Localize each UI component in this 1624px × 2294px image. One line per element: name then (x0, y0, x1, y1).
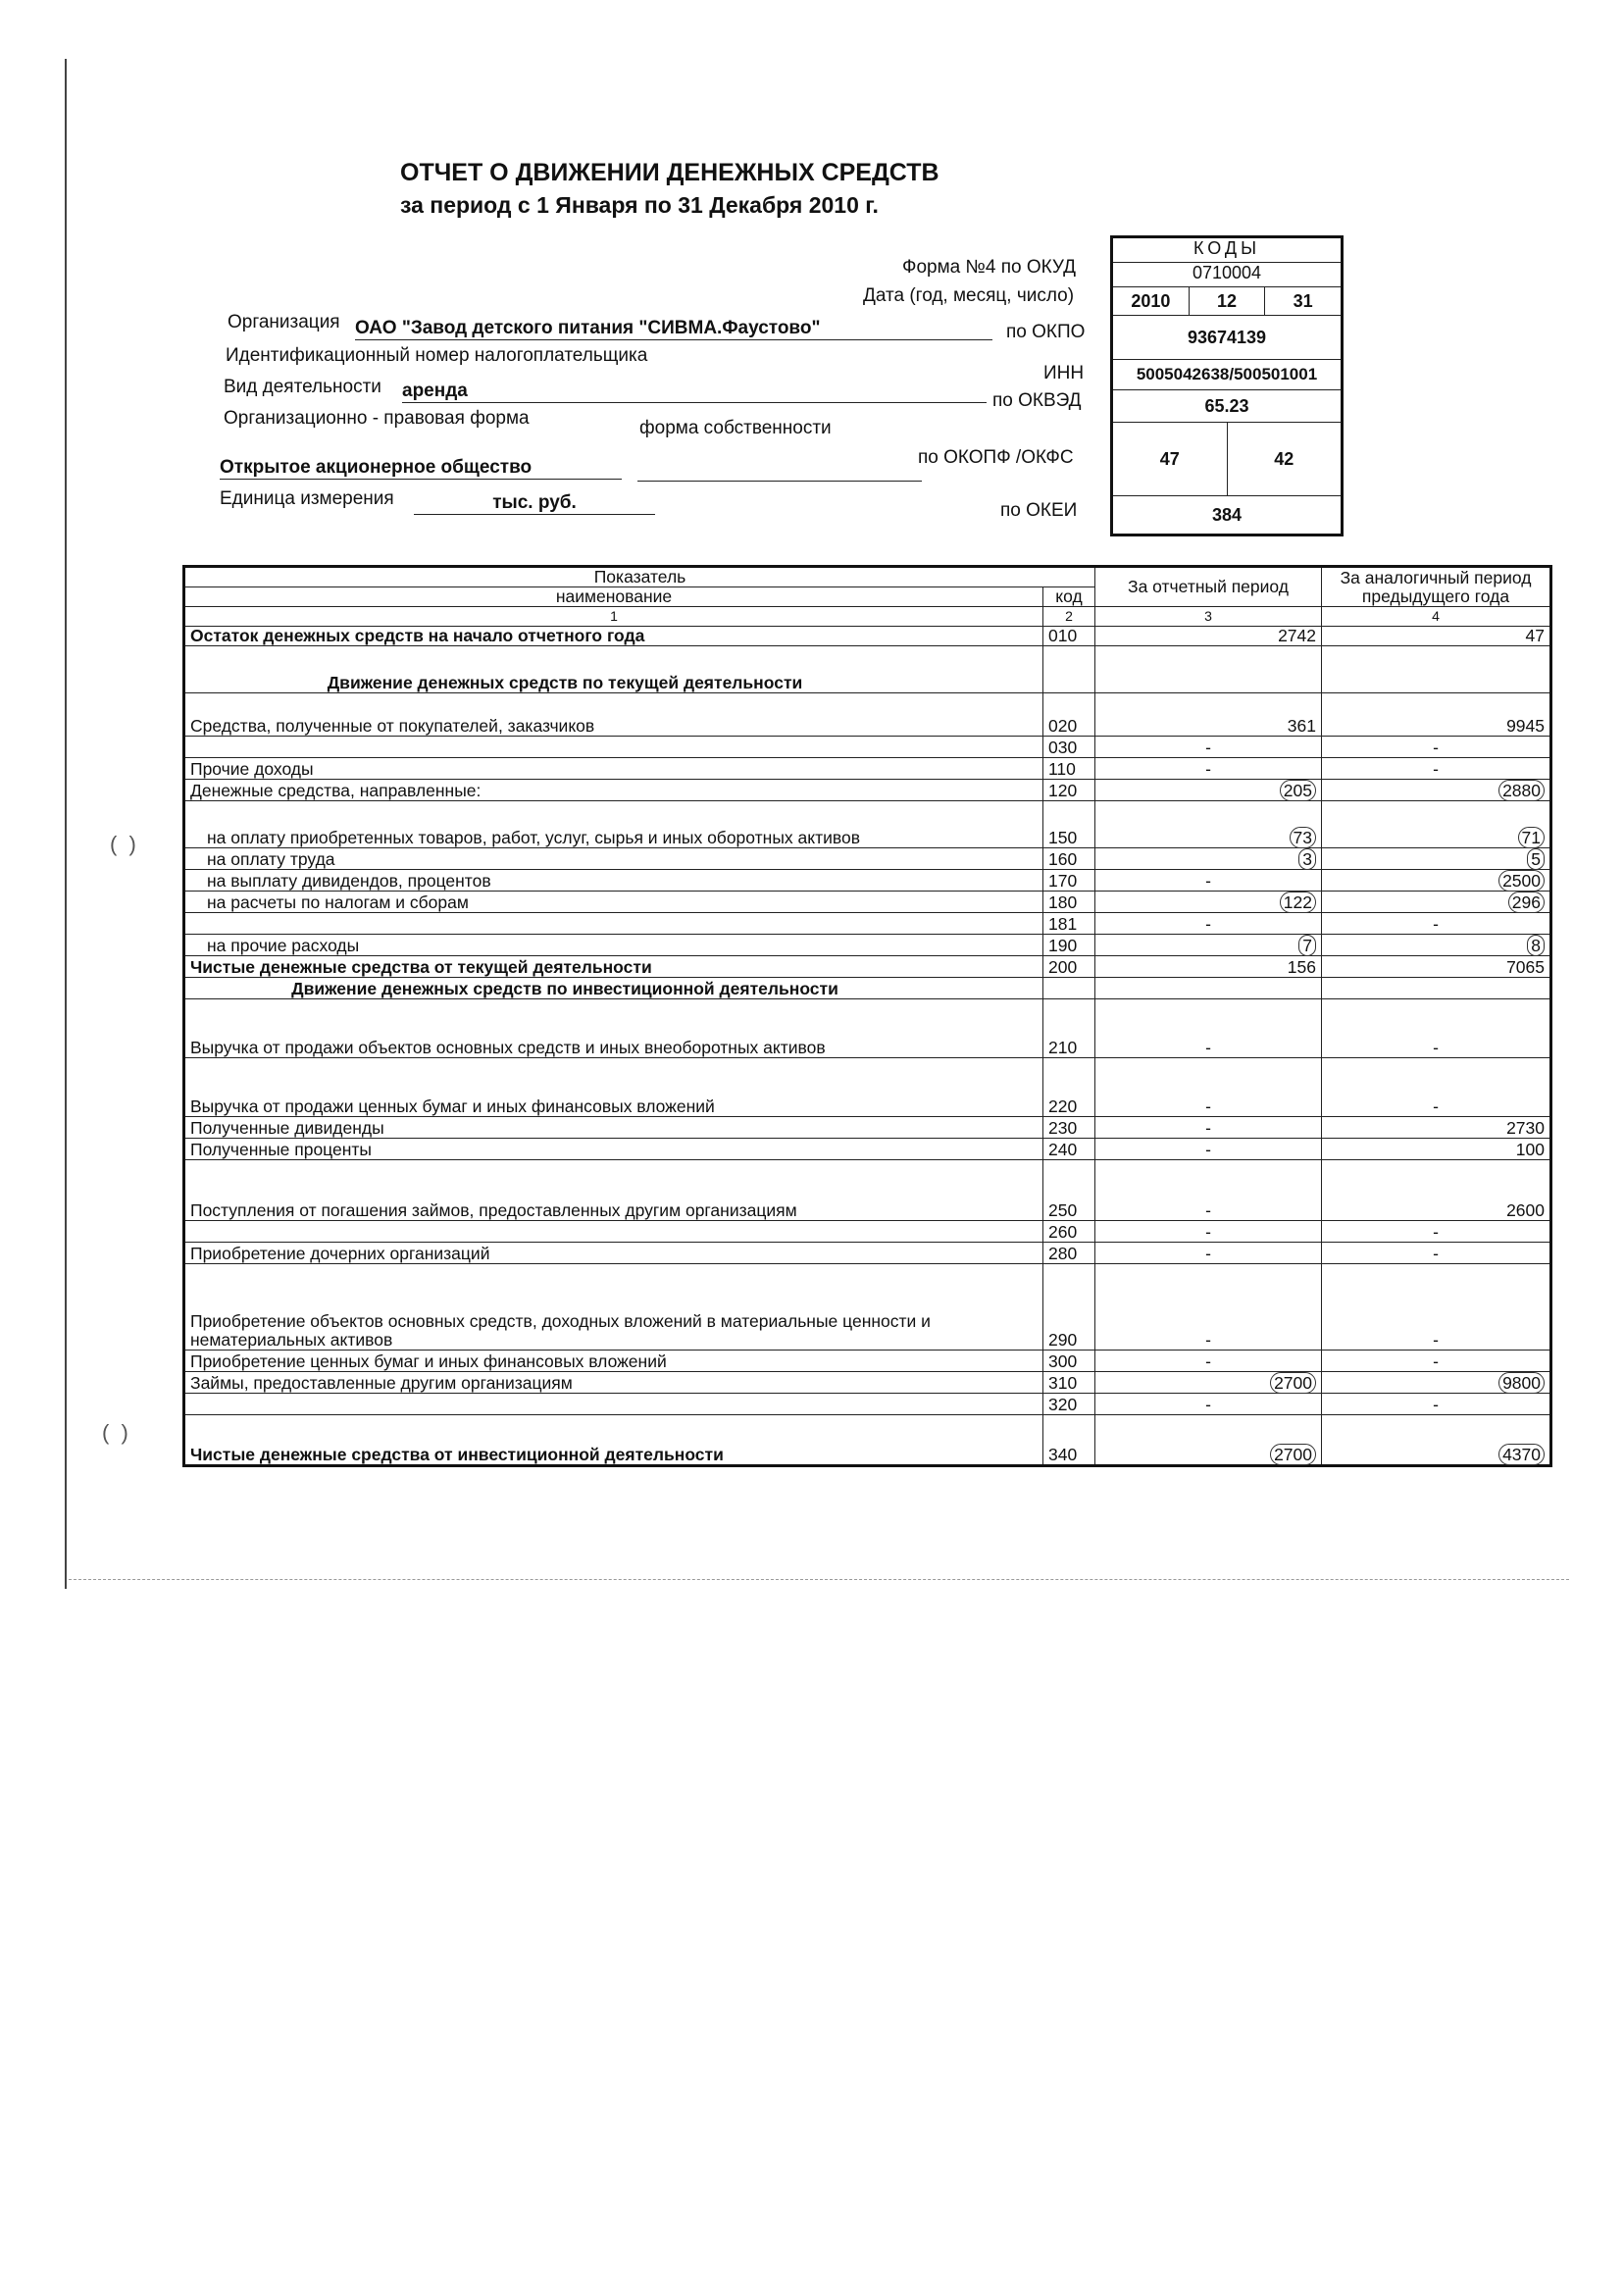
current-value-text: 73 (1290, 827, 1316, 848)
table-row (184, 1243, 1551, 1264)
row-name: Движение денежных средств по текущей деятельности (184, 646, 1043, 693)
legal-form-label: Организационно - правовая форма (224, 408, 530, 429)
punch-hole-bottom: ( ) (102, 1420, 128, 1445)
previous-value-text: - (1433, 759, 1439, 779)
previous-value-text: - (1433, 738, 1439, 757)
previous-value-text: 9800 (1498, 1372, 1545, 1394)
row-current-value (1095, 848, 1322, 870)
current-value-text: - (1205, 914, 1211, 934)
table-row (184, 646, 1551, 693)
row-name: Полученные дивиденды (184, 1117, 1043, 1139)
row-code: 110 (1043, 758, 1095, 780)
current-value-text: - (1205, 871, 1211, 891)
row-current-value (1095, 1139, 1322, 1160)
row-code: 320 (1043, 1394, 1095, 1415)
current-value-text: - (1205, 1395, 1211, 1414)
row-current-value (1095, 1394, 1322, 1415)
row-code: 260 (1043, 1221, 1095, 1243)
title-line-2: за период с 1 Января по 31 Декабря 2010 г. (400, 192, 879, 218)
current-value-text: - (1205, 759, 1211, 779)
okud-code: 0710004 (1113, 263, 1341, 287)
previous-value-text: 7065 (1506, 957, 1545, 977)
col-num-4: 4 (1322, 607, 1551, 627)
previous-value-text: 8 (1527, 935, 1545, 956)
previous-value-text: 4370 (1498, 1444, 1545, 1465)
row-name: Чистые денежные средства от текущей деятельности (184, 956, 1043, 978)
date-year: 2010 (1131, 291, 1171, 311)
current-value-text: - (1205, 1351, 1211, 1371)
table-row (184, 1058, 1551, 1117)
previous-value-text: 2600 (1506, 1200, 1545, 1220)
row-current-value (1095, 1117, 1322, 1139)
previous-value-text: 71 (1518, 827, 1545, 848)
okfs-code: 42 (1227, 423, 1342, 495)
row-code: 310 (1043, 1372, 1095, 1394)
table-row (184, 1221, 1551, 1243)
header-current-period: За отчетный период (1095, 567, 1322, 607)
table-row (184, 1394, 1551, 1415)
col-num-2: 2 (1043, 607, 1095, 627)
table-row (184, 1160, 1551, 1221)
row-previous-value (1322, 1117, 1551, 1139)
row-code: 160 (1043, 848, 1095, 870)
row-name: Средства, полученные от покупателей, заказчиков (184, 693, 1043, 737)
header-indicator: Показатель (184, 567, 1095, 587)
left-margin-line (65, 59, 67, 1589)
okopf-code: 47 (1159, 449, 1180, 469)
current-value-text: - (1205, 1118, 1211, 1138)
table-row (184, 737, 1551, 758)
previous-value-text: - (1433, 1222, 1439, 1242)
okopf-label: по ОКОПФ /ОКФС (918, 447, 1074, 468)
row-previous-value (1322, 870, 1551, 892)
previous-value-text: 47 (1525, 626, 1545, 645)
row-code (1043, 978, 1095, 999)
row-previous-value (1322, 1243, 1551, 1264)
cash-flow-table (182, 565, 1552, 1467)
previous-value-text: 5 (1527, 848, 1545, 870)
table-row (184, 693, 1551, 737)
row-previous-value (1322, 1264, 1551, 1351)
row-code: 030 (1043, 737, 1095, 758)
previous-value-text: - (1433, 1395, 1439, 1414)
okved-code: 65.23 (1113, 390, 1341, 423)
row-code: 190 (1043, 935, 1095, 956)
row-current-value (1095, 913, 1322, 935)
table-row (184, 1372, 1551, 1394)
okpo-label: по ОКПО (1006, 322, 1086, 342)
row-previous-value (1322, 780, 1551, 801)
table-row (184, 913, 1551, 935)
row-name: на прочие расходы (184, 935, 1043, 956)
current-value-text: 2700 (1270, 1444, 1316, 1465)
ownership-value-line (637, 481, 922, 482)
table-row (184, 780, 1551, 801)
row-name: на расчеты по налогам и сборам (184, 892, 1043, 913)
table-row (184, 627, 1551, 646)
row-current-value (1095, 999, 1322, 1058)
previous-value-text: 2730 (1506, 1118, 1545, 1138)
table-row (184, 870, 1551, 892)
row-previous-value (1322, 646, 1551, 693)
okved-label: по ОКВЭД (992, 390, 1082, 411)
row-current-value (1095, 978, 1322, 999)
inn-code: 5005042638/500501001 (1113, 360, 1341, 390)
row-previous-value (1322, 1394, 1551, 1415)
codes-header: КОДЫ (1113, 238, 1341, 263)
current-value-text: 7 (1298, 935, 1316, 956)
row-previous-value (1322, 935, 1551, 956)
previous-value-text: - (1433, 914, 1439, 934)
row-name: Движение денежных средств по инвестиционной деятельности (184, 978, 1043, 999)
row-previous-value (1322, 1415, 1551, 1466)
row-previous-value (1322, 913, 1551, 935)
row-name: на выплату дивидендов, процентов (184, 870, 1043, 892)
row-name: Приобретение ценных бумаг и иных финансовых вложений (184, 1351, 1043, 1372)
inn-code-label: ИНН (1043, 363, 1085, 383)
unit-label: Единица измерения (220, 488, 394, 509)
row-previous-value (1322, 627, 1551, 646)
row-current-value (1095, 1221, 1322, 1243)
previous-value-text: - (1433, 1038, 1439, 1057)
table-row (184, 978, 1551, 999)
okpo-code: 93674139 (1113, 316, 1341, 360)
table-row (184, 956, 1551, 978)
table-row (184, 801, 1551, 848)
row-current-value (1095, 1351, 1322, 1372)
row-code: 300 (1043, 1351, 1095, 1372)
row-previous-value (1322, 1058, 1551, 1117)
table-row (184, 999, 1551, 1058)
row-code: 240 (1043, 1139, 1095, 1160)
row-previous-value (1322, 737, 1551, 758)
row-name: Выручка от продажи объектов основных средств и иных внеоборотных активов (184, 999, 1043, 1058)
row-current-value (1095, 1160, 1322, 1221)
row-code: 230 (1043, 1117, 1095, 1139)
date-label: Дата (год, месяц, число) (863, 285, 1075, 306)
row-code: 170 (1043, 870, 1095, 892)
row-current-value (1095, 801, 1322, 848)
row-current-value (1095, 627, 1322, 646)
row-previous-value (1322, 1372, 1551, 1394)
row-current-value (1095, 956, 1322, 978)
current-value-text: 3 (1298, 848, 1316, 870)
col-num-1: 1 (184, 607, 1043, 627)
current-value-text: 2742 (1278, 626, 1316, 645)
row-code: 290 (1043, 1264, 1095, 1351)
row-code (1043, 646, 1095, 693)
table-row (184, 1351, 1551, 1372)
previous-value-text: - (1433, 1351, 1439, 1371)
row-previous-value (1322, 1221, 1551, 1243)
row-name (184, 1394, 1043, 1415)
current-value-text: - (1205, 738, 1211, 757)
row-code: 340 (1043, 1415, 1095, 1466)
current-value-text: - (1205, 1038, 1211, 1057)
date-codes (1113, 287, 1341, 316)
ownership-label: форма собственности (639, 418, 832, 438)
row-previous-value (1322, 956, 1551, 978)
activity-value: аренда (402, 381, 987, 403)
row-name (184, 913, 1043, 935)
row-current-value (1095, 892, 1322, 913)
org-value: ОАО "Завод детского питания "СИВМА.Фаустово" (355, 318, 992, 340)
row-code: 020 (1043, 693, 1095, 737)
row-previous-value (1322, 978, 1551, 999)
header-code: код (1043, 587, 1095, 607)
row-previous-value (1322, 1139, 1551, 1160)
previous-value-text: 100 (1515, 1140, 1545, 1159)
row-name: Чистые денежные средства от инвестиционной деятельности (184, 1415, 1043, 1466)
row-current-value (1095, 1415, 1322, 1466)
date-day: 31 (1264, 287, 1341, 315)
row-code: 250 (1043, 1160, 1095, 1221)
row-current-value (1095, 646, 1322, 693)
row-code: 200 (1043, 956, 1095, 978)
row-name: Приобретение объектов основных средств, доходных вложений в материальные ценности и нематериальных активов (184, 1264, 1043, 1351)
row-code: 180 (1043, 892, 1095, 913)
taxpayer-id-label: Идентификационный номер налогоплательщика (226, 345, 648, 366)
row-code: 120 (1043, 780, 1095, 801)
row-current-value (1095, 780, 1322, 801)
row-code: 010 (1043, 627, 1095, 646)
col-num-3: 3 (1095, 607, 1322, 627)
row-previous-value (1322, 693, 1551, 737)
current-value-text: - (1205, 1222, 1211, 1242)
previous-value-text: 2880 (1498, 780, 1545, 801)
row-name: на оплату приобретенных товаров, работ, услуг, сырья и иных оборотных активов (184, 801, 1043, 848)
row-previous-value (1322, 999, 1551, 1058)
previous-value-text: - (1433, 1244, 1439, 1263)
table-row (184, 848, 1551, 870)
row-previous-value (1322, 1351, 1551, 1372)
okei-code: 384 (1113, 496, 1341, 536)
row-name (184, 737, 1043, 758)
current-value-text: 205 (1280, 780, 1316, 801)
row-current-value (1095, 758, 1322, 780)
current-value-text: - (1205, 1330, 1211, 1350)
row-current-value (1095, 693, 1322, 737)
header-previous-period: За аналогичный период предыдущего года (1322, 567, 1551, 607)
table-row (184, 1117, 1551, 1139)
previous-value-text: 9945 (1506, 716, 1545, 736)
okud-label: Форма №4 по ОКУД (902, 257, 1076, 278)
previous-value-text: - (1433, 1096, 1439, 1116)
row-name: Выручка от продажи ценных бумаг и иных финансовых вложений (184, 1058, 1043, 1117)
current-value-text: 156 (1287, 957, 1316, 977)
row-previous-value (1322, 801, 1551, 848)
row-previous-value (1322, 1160, 1551, 1221)
current-value-text: 122 (1280, 892, 1316, 913)
row-previous-value (1322, 892, 1551, 913)
row-previous-value (1322, 758, 1551, 780)
row-name (184, 1221, 1043, 1243)
table-row (184, 1139, 1551, 1160)
row-current-value (1095, 1264, 1322, 1351)
okei-label: по ОКЕИ (1000, 500, 1078, 521)
current-value-text: 2700 (1270, 1372, 1316, 1394)
table-row (184, 758, 1551, 780)
current-value-text: - (1205, 1096, 1211, 1116)
okopf-okfs-codes (1113, 423, 1341, 496)
fold-line (69, 1579, 1569, 1580)
row-name: Приобретение дочерних организаций (184, 1243, 1043, 1264)
current-value-text: 361 (1287, 716, 1316, 736)
document-title (400, 157, 939, 222)
legal-form-value: Открытое акционерное общество (220, 457, 622, 480)
activity-label: Вид деятельности (224, 377, 381, 397)
row-name: Денежные средства, направленные: (184, 780, 1043, 801)
row-code: 181 (1043, 913, 1095, 935)
row-previous-value (1322, 848, 1551, 870)
punch-hole-top: ( ) (110, 832, 136, 856)
current-value-text: - (1205, 1244, 1211, 1263)
row-current-value (1095, 737, 1322, 758)
codes-box (1110, 235, 1344, 536)
org-label: Организация (228, 312, 340, 332)
row-name: Остаток денежных средств на начало отчетного года (184, 627, 1043, 646)
previous-value-text: 296 (1508, 892, 1545, 913)
current-value-text: - (1205, 1140, 1211, 1159)
row-name: Поступления от погашения займов, предоставленных другим организациям (184, 1160, 1043, 1221)
table-row (184, 1264, 1551, 1351)
row-code: 210 (1043, 999, 1095, 1058)
previous-value-text: 2500 (1498, 870, 1545, 892)
row-current-value (1095, 1058, 1322, 1117)
table-row (184, 935, 1551, 956)
unit-value: тыс. руб. (414, 492, 655, 515)
row-name: Займы, предоставленные другим организациям (184, 1372, 1043, 1394)
row-current-value (1095, 935, 1322, 956)
table-row (184, 892, 1551, 913)
row-current-value (1095, 1243, 1322, 1264)
row-name: Полученные проценты (184, 1139, 1043, 1160)
previous-value-text: - (1433, 1330, 1439, 1350)
row-code: 220 (1043, 1058, 1095, 1117)
row-current-value (1095, 870, 1322, 892)
date-month: 12 (1189, 287, 1265, 315)
row-name: на оплату труда (184, 848, 1043, 870)
current-value-text: - (1205, 1200, 1211, 1220)
row-name: Прочие доходы (184, 758, 1043, 780)
row-code: 150 (1043, 801, 1095, 848)
table-row (184, 1415, 1551, 1466)
row-code: 280 (1043, 1243, 1095, 1264)
title-line-1: ОТЧЕТ О ДВИЖЕНИИ ДЕНЕЖНЫХ СРЕДСТВ (400, 159, 939, 186)
header-name: наименование (184, 587, 1043, 607)
row-current-value (1095, 1372, 1322, 1394)
